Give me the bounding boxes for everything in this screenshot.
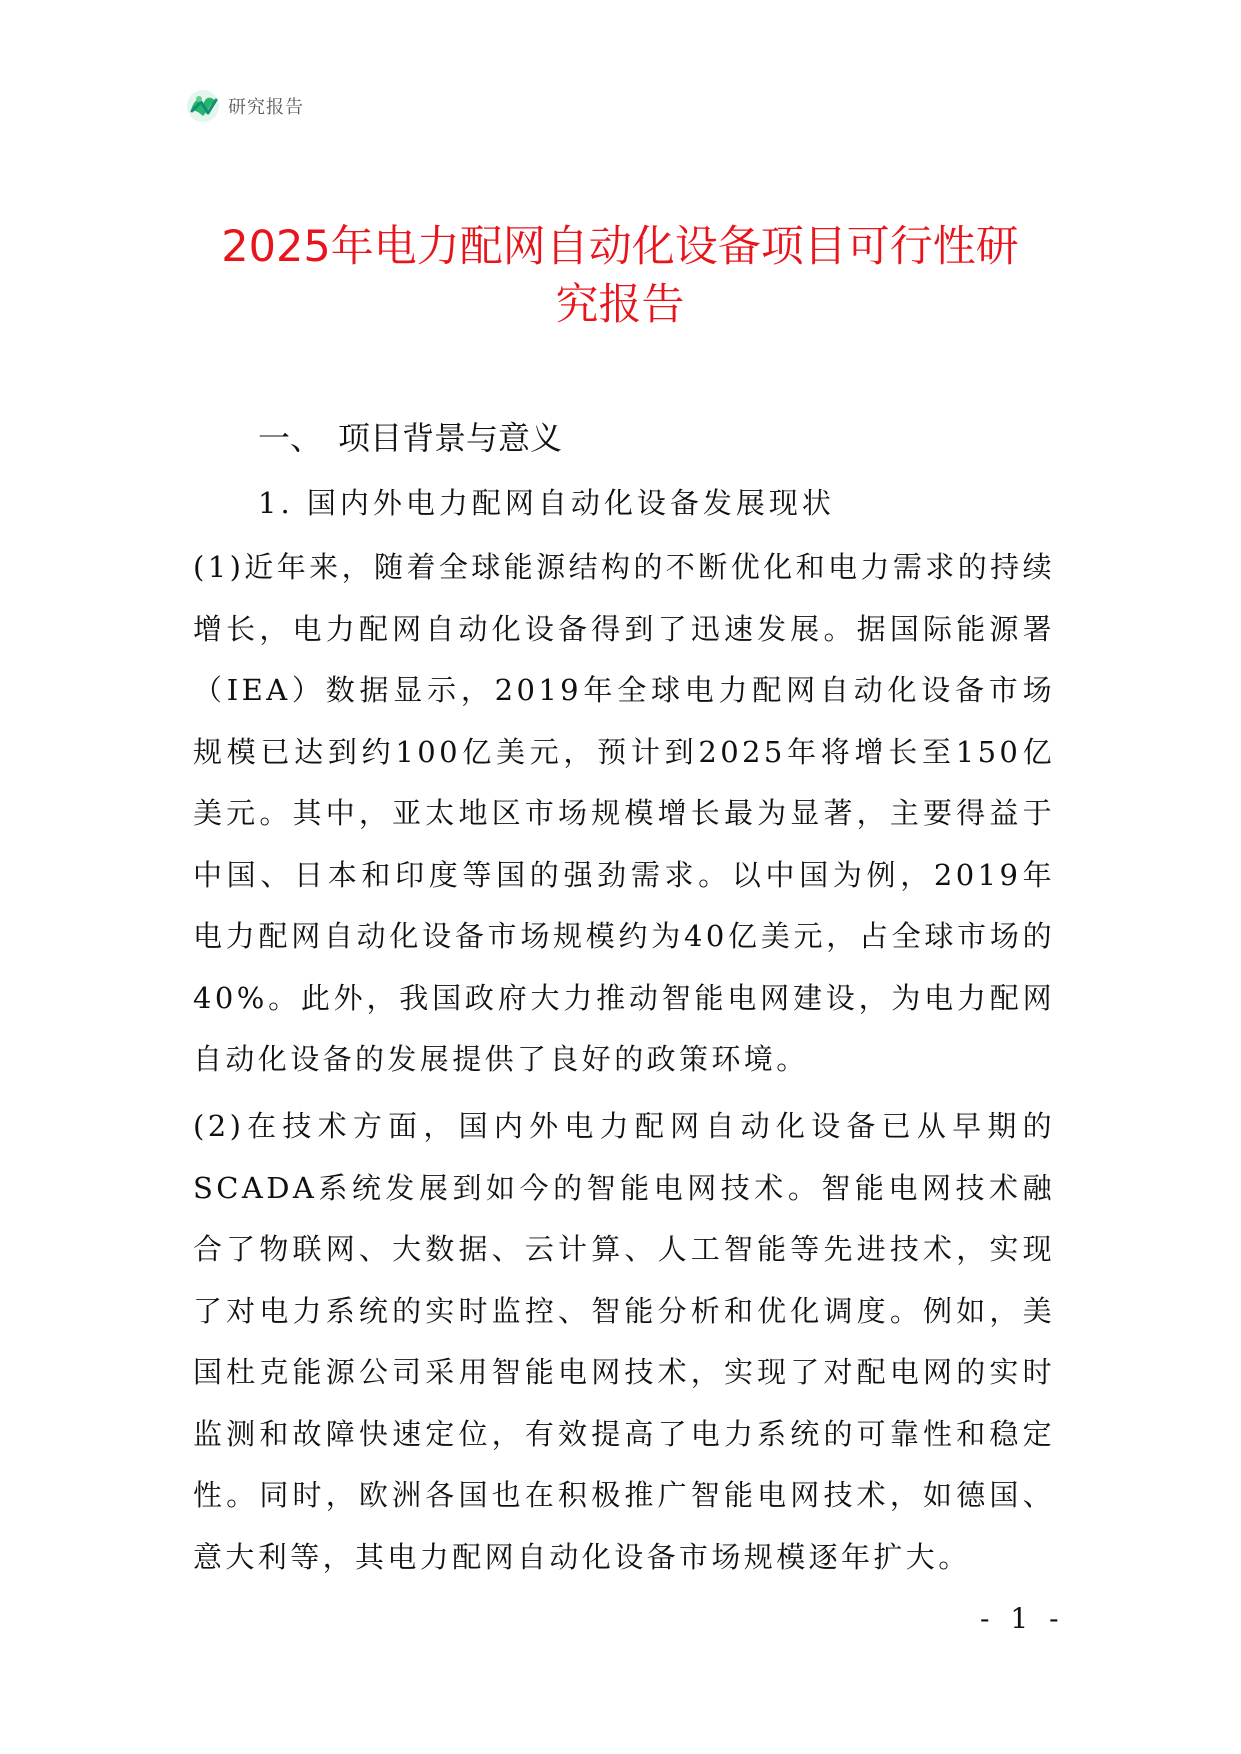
body-paragraph-2: (2)在技术方面，国内外电力配网自动化设备已从早期的SCADA系统发展到如今的智能电网技术。智能电网技术融合了物联网、大数据、云计算、人工智能等先进技术，实现了对电力系统的实时监控、智能分析和优化调度。例如，美国杜克能源公司采用智能电网技术，实现了对配电网的实时监测和故障快速定位，有效提高了电力系统的可靠性和稳定性。同时，欧洲各国也在积极推广智能电网技术，如德国、意大利等，其电力配网自动化设备市场规模逐年扩大。 [193, 1109, 1055, 1574]
section-title: 项目背景与意义 [338, 419, 563, 457]
section-number: 一、 [258, 419, 323, 457]
body-paragraph-1: (1)近年来，随着全球能源结构的不断优化和电力需求的持续增长，电力配网自动化设备得到了迅速发展。据国际能源署（IEA）数据显示，2019年全球电力配网自动化设备市场规模已达到约100亿美元，预计到2025年将增长至150亿美元。其中，亚太地区市场规模增长最为显著，主要得益于中国、日本和印度等国的强劲需求。以中国为例，2019年电力配网自动化设备市场规模约为40亿美元，占全球市场的40%。此外，我国政府大力推动智能电网建设，为电力配网自动化设备的发展提供了良好的政策环境。 [193, 550, 1055, 1076]
document-title-line2: 究报告 [555, 280, 685, 330]
header-label: 研究报告 [228, 97, 304, 118]
document-title [180, 218, 1060, 334]
subsection-heading: 1. 国内外电力配网自动化设备发展现状 [258, 486, 835, 520]
section-heading [258, 418, 562, 458]
document-title-line1: 2025年电力配网自动化设备项目可行性研 [221, 222, 1019, 272]
leaf-logo-icon [186, 89, 220, 123]
page-header [186, 88, 304, 124]
page-number: - 1 - [980, 1602, 1065, 1635]
